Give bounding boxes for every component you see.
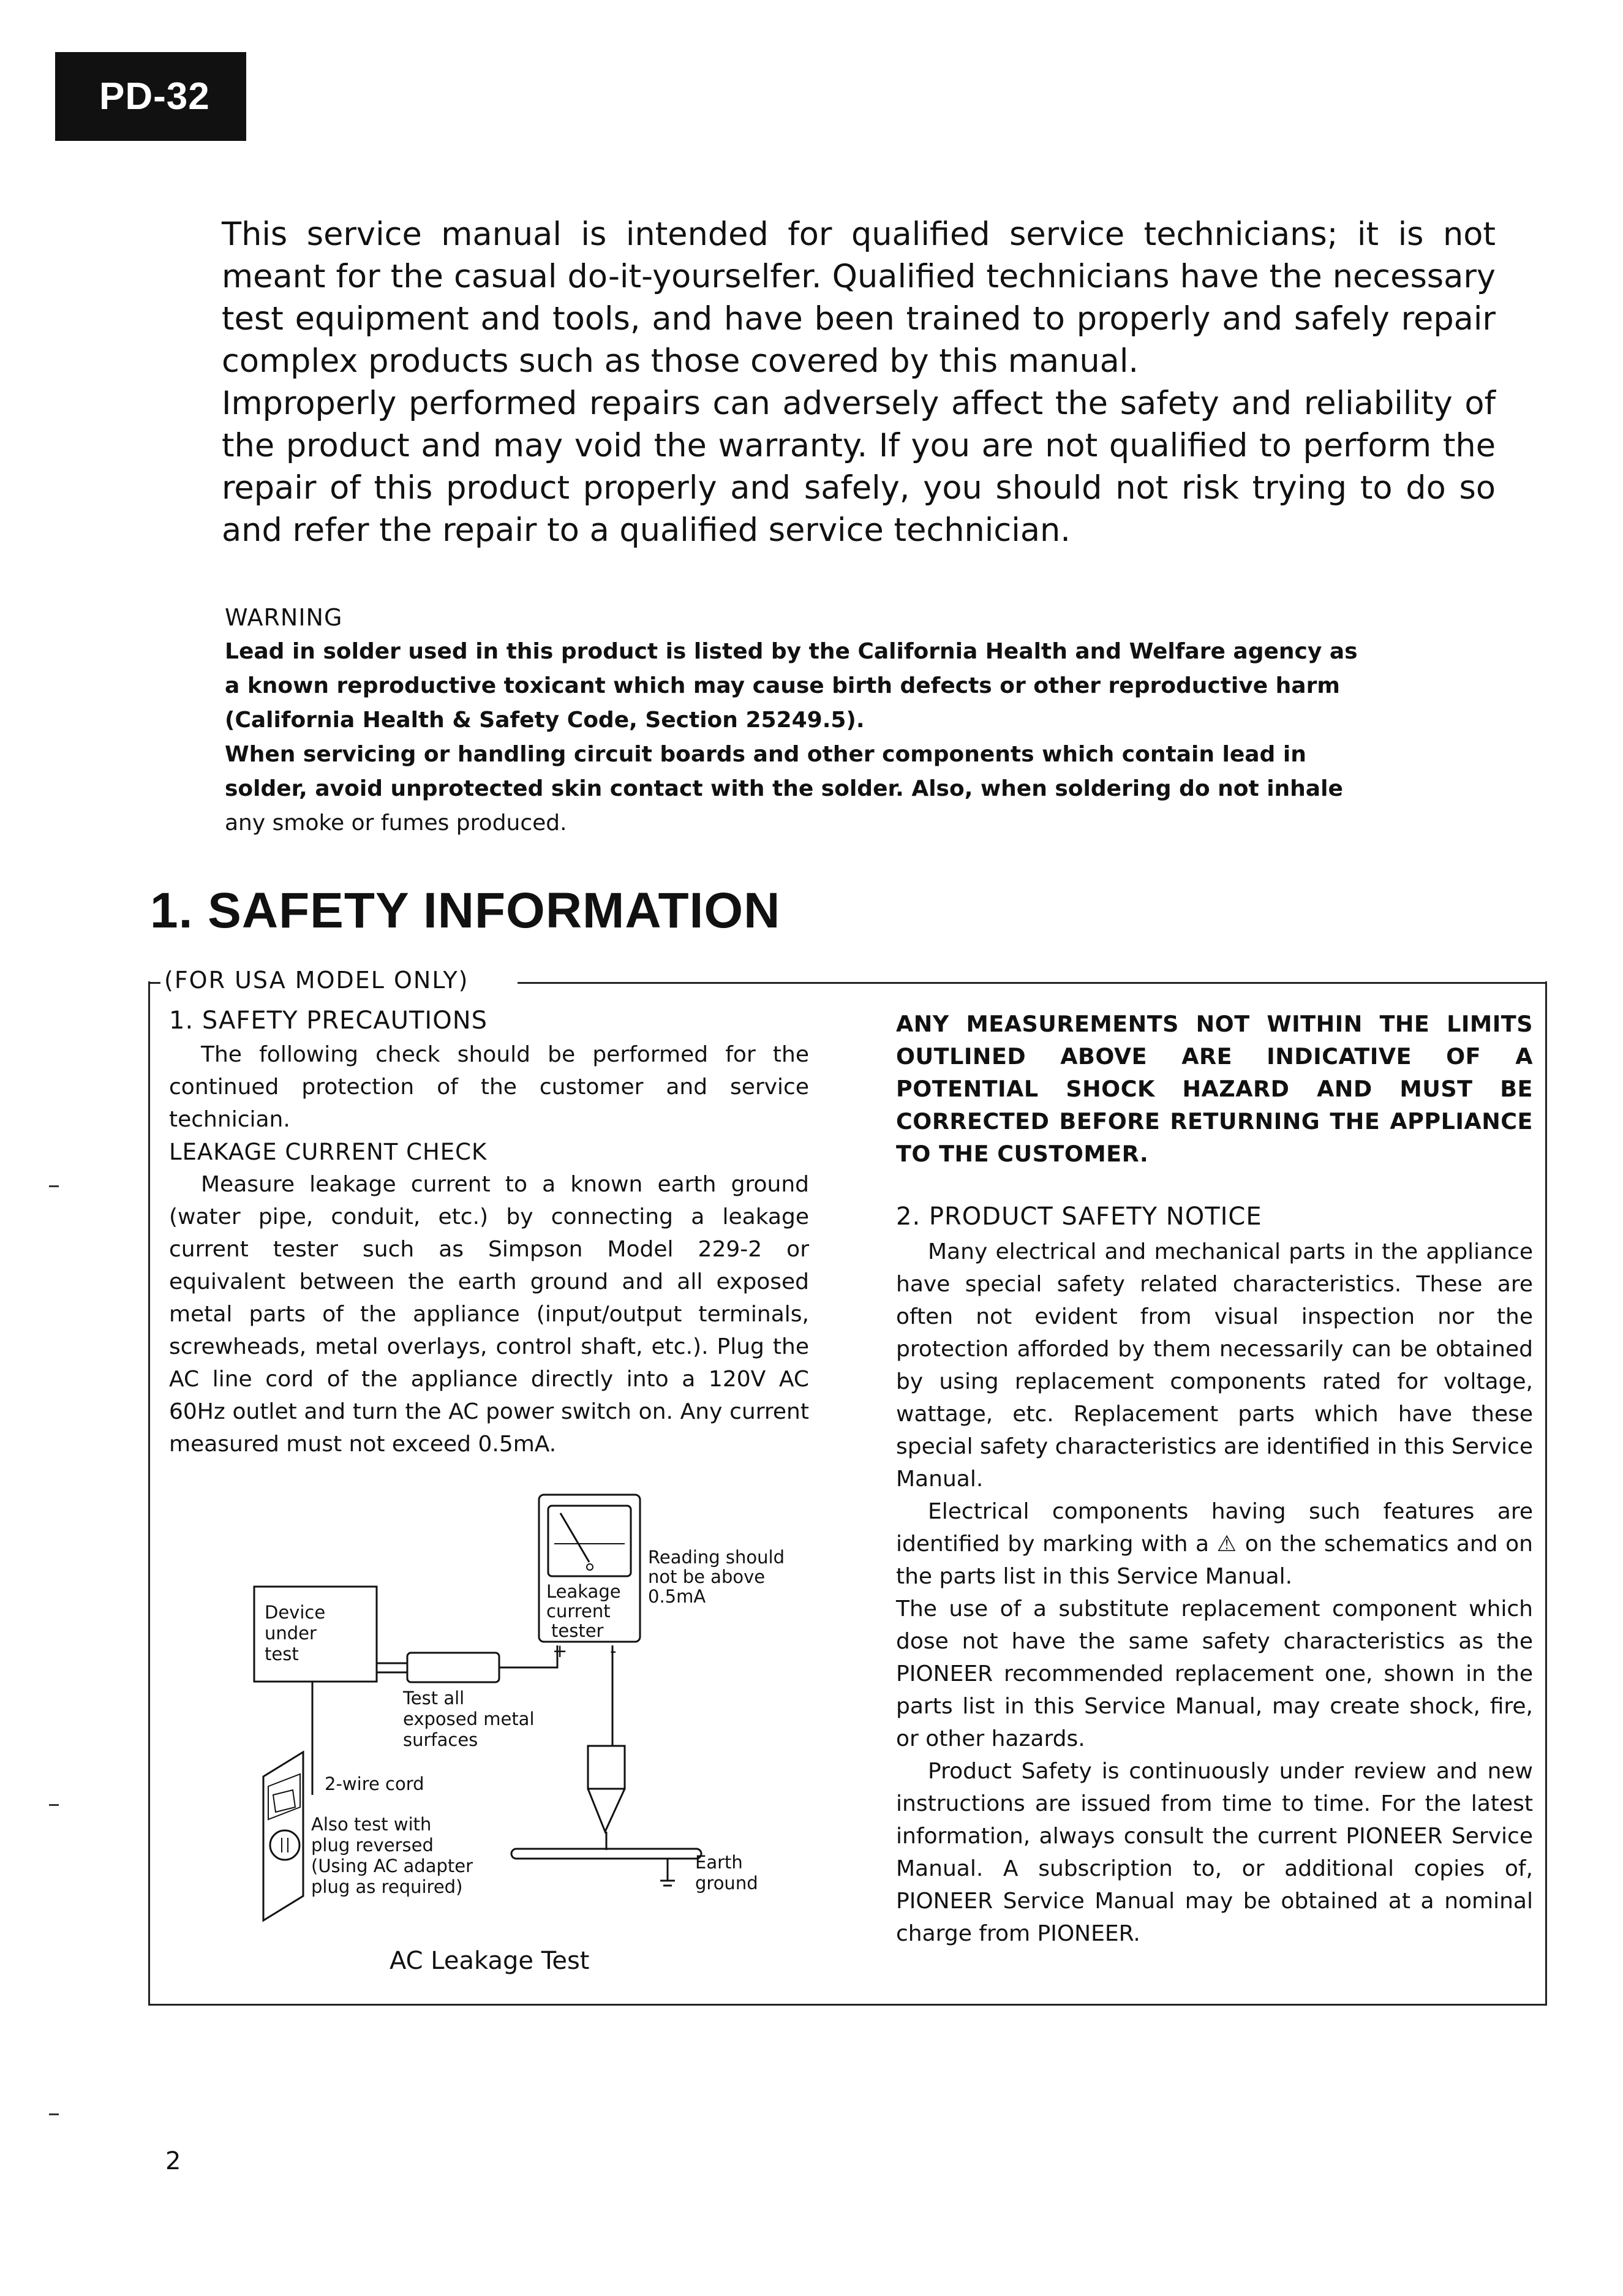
plug-label-3: (Using AC adapter xyxy=(311,1856,473,1876)
meter-label-1: Leakage xyxy=(546,1581,621,1602)
leakage-check-body: Measure leakage current to a known earth ground (water pipe, conduit, etc.) by connecting a leakage current tester such as Simpson Model 229-2 or equivalent between the earth ground and all exposed metal parts of the appliance (input/output terminals, screwheads, metal overlays, control shaft, etc.). Plug the AC line cord of the appliance directly into a 120V AC 60Hz outlet and turn the AC power switch on. Any current measured must not exceed 0.5mA. xyxy=(169,1172,809,1457)
earth-pipe xyxy=(511,1849,701,1859)
product-safety-para-4: Product Safety is continuously under review and new instructions are issued from time to time. For the latest information, always consult the current PIONEER Service Manual. A subscription to, or additional copies of, PIONEER Service Manual may be obtained at a nominal charge from PIONEER. xyxy=(896,1759,1533,1946)
meter-pivot xyxy=(587,1564,593,1570)
device-label-1: Device xyxy=(265,1602,326,1623)
warning-body-2: When servicing or handling circuit boards and other components which contain lead in solder, avoid unprotected skin contact with the solder. Also, when soldering do not inhale xyxy=(225,742,1343,801)
plug-label-1: Also test with xyxy=(311,1814,432,1835)
device-label-2: under xyxy=(265,1623,317,1644)
reading-label-1: Reading should xyxy=(648,1547,785,1568)
margin-mark xyxy=(49,1804,59,1806)
product-safety-para-2: Electrical components having such features are identified by marking with a ⚠ on the schematics and on the parts list in this Service Manual. xyxy=(896,1499,1533,1589)
product-safety-para-3: The use of a substitute replacement component which dose not have the same safety characteristics as the PIONEER recommended replacement one, shown in the parts list in this Service Manual, may create shock, fire, or other hazards. xyxy=(896,1596,1533,1751)
product-safety-heading: 2. PRODUCT SAFETY NOTICE xyxy=(896,1203,1262,1231)
meter-label-3: tester xyxy=(551,1620,604,1641)
meter-plus: + xyxy=(552,1641,568,1661)
test-label-2: exposed metal xyxy=(403,1709,535,1729)
margin-mark xyxy=(49,2113,59,2115)
plug-label-4: plug as required) xyxy=(311,1876,463,1897)
model-badge: PD-32 xyxy=(55,52,246,141)
intro-paragraph-2: Improperly performed repairs can adversely affect the safety and reliability of the product and may void the warranty. If you are not qualified to perform the repair of this product properly and safely, you should not risk trying to do so and refer the repair to a qualified service technician. xyxy=(222,385,1496,549)
plug-body xyxy=(273,1790,295,1812)
earth-clip xyxy=(588,1746,625,1789)
probe-body xyxy=(407,1653,499,1682)
scope-label: (FOR USA MODEL ONLY) xyxy=(164,967,469,994)
meter-label-2: current xyxy=(546,1601,611,1622)
intro-text xyxy=(222,213,1496,551)
frame-top-left-edge xyxy=(148,982,160,984)
reading-label-2: not be above xyxy=(648,1566,766,1587)
test-label-1: Test all xyxy=(403,1688,465,1709)
frame-top-right-edge xyxy=(518,982,1547,984)
diagram-caption: AC Leakage Test xyxy=(390,1947,590,1975)
outlet-socket xyxy=(270,1830,299,1860)
leakage-check-heading: LEAKAGE CURRENT CHECK xyxy=(169,1139,488,1165)
product-safety-para-1: Many electrical and mechanical parts in the appliance have special safety related characteristics. These are often not evident from visual inspection nor the protection afforded by them necessarily can be obtained by using replacement components rated for voltage, wattage, etc. Replacement parts which have these special safety characteristics are identified in this Service Manual. xyxy=(896,1239,1533,1492)
plug-label-2: plug reversed xyxy=(311,1835,434,1856)
earth-label-2: ground xyxy=(695,1873,758,1894)
safety-precautions-heading: 1. SAFETY PRECAUTIONS xyxy=(169,1006,488,1035)
test-label-3: surfaces xyxy=(403,1729,478,1750)
reading-label-3: 0.5mA xyxy=(648,1586,706,1607)
ac-leakage-test-diagram xyxy=(239,1489,827,1991)
warning-body-3: any smoke or fumes produced. xyxy=(225,810,567,836)
margin-mark xyxy=(49,1185,59,1187)
section-title: 1. SAFETY INFORMATION xyxy=(150,883,781,938)
meter-minus: - xyxy=(610,1641,617,1661)
intro-paragraph-1: This service manual is intended for qualified service technicians; it is not meant for the casual do-it-yourselfer. Qualified technicians have the necessary test equipment and tools, and have been trained to properly and safely repair complex products such as those covered by this manual. xyxy=(222,216,1496,380)
meter-dial xyxy=(548,1506,631,1576)
wire-meter-plus xyxy=(499,1645,557,1667)
device-label-3: test xyxy=(265,1644,299,1664)
warning-body-1: Lead in solder used in this product is listed by the California Health and Welfare agency as a known reproductive toxicant which may cause birth defects or other reproductive harm (California Health & Safety Code, Section 25249.5). xyxy=(225,639,1358,733)
page-number: 2 xyxy=(165,2147,181,2175)
safety-precautions-intro: The following check should be performed for the continued protection of the customer and service technician. xyxy=(169,1042,809,1132)
cord-label: 2-wire cord xyxy=(325,1773,424,1794)
earth-clip-jaw xyxy=(588,1789,625,1832)
product-safety-column xyxy=(896,1008,1533,1950)
meter-needle xyxy=(560,1513,589,1562)
earth-label-1: Earth xyxy=(695,1852,743,1873)
lead-warning xyxy=(225,600,1376,840)
measurement-warning: ANY MEASUREMENTS NOT WITHIN THE LIMITS OUTLINED ABOVE ARE INDICATIVE OF A POTENTIAL SHOCK HAZARD AND MUST BE CORRECTED BEFORE RETURNING THE APPLIANCE TO THE CUSTOMER. xyxy=(896,1011,1533,1167)
warning-title: WARNING xyxy=(225,604,343,631)
safety-precautions-column xyxy=(169,1005,809,1460)
